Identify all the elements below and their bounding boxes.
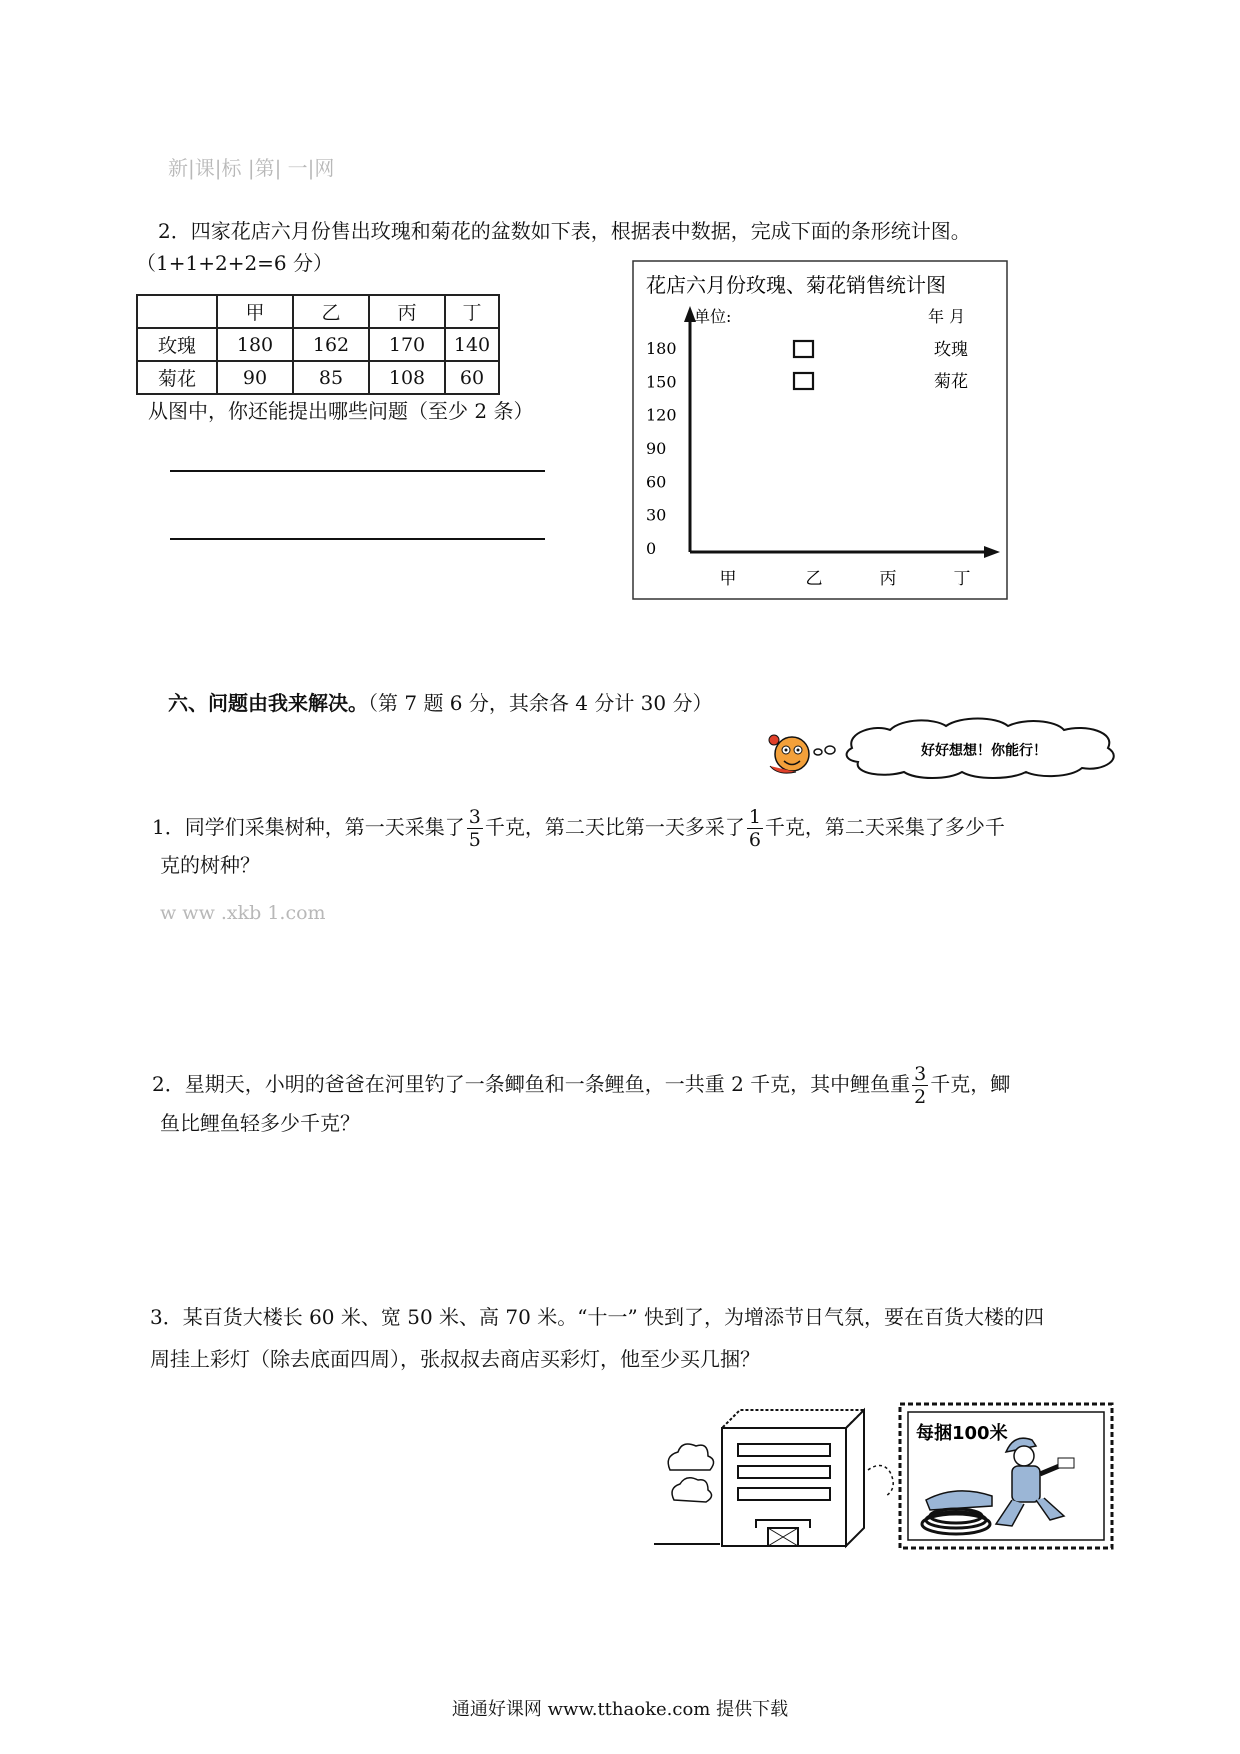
table-cell: 170 bbox=[369, 328, 445, 361]
table-cell: 60 bbox=[445, 361, 499, 394]
problem2-line1 bbox=[152, 1054, 1010, 1114]
sales-table bbox=[136, 294, 500, 395]
y-tick-label: 150 bbox=[646, 372, 677, 392]
section6-title: 六、问题由我来解决。 bbox=[168, 691, 368, 715]
x-category-labels bbox=[720, 569, 971, 589]
problem1-text-c: 千克，第二天采集了多少千 bbox=[764, 815, 1005, 839]
building-illustration bbox=[650, 1400, 900, 1550]
unit-label: 单位: bbox=[694, 307, 732, 326]
table-header-row bbox=[137, 295, 499, 328]
light-string-icon bbox=[868, 1465, 893, 1496]
watermark-top: 新|课|标 |第| 一|网 bbox=[168, 156, 335, 180]
y-tick-label: 0 bbox=[646, 539, 657, 558]
stamp-illustration bbox=[896, 1400, 1116, 1552]
monkey-icon bbox=[769, 735, 809, 773]
problem2-line2: 鱼比鲤鱼轻多少千克？ bbox=[160, 1111, 360, 1135]
x-category-label: 乙 bbox=[805, 569, 823, 589]
chart-title: 花店六月份玫瑰、菊花销售统计图 bbox=[646, 273, 946, 297]
x-category-label: 丁 bbox=[953, 569, 971, 589]
fraction-denominator: 6 bbox=[748, 829, 761, 851]
table-cell: 玫瑰 bbox=[137, 328, 217, 361]
table-row bbox=[137, 361, 499, 394]
problem1-text-a: 1．同学们采集树种，第一天采集了 bbox=[152, 815, 465, 839]
q2-line2: （1+1+2+2=6 分） bbox=[136, 251, 334, 275]
fraction-denominator: 2 bbox=[914, 1086, 927, 1108]
watermark-mid: w ww .xkb 1.com bbox=[160, 902, 326, 924]
section6-note: （第 7 题 6 分，其余各 4 分计 30 分） bbox=[368, 691, 713, 715]
table-cell: 108 bbox=[369, 361, 445, 394]
problem1-text-b: 千克，第二天比第一天多采了 bbox=[484, 815, 745, 839]
speech-bubbles bbox=[814, 746, 835, 755]
problem3-line1: 3．某百货大楼长 60 米、宽 50 米、高 70 米。“十一” 快到了，为增添节日气氛，要在百货大楼的四 bbox=[150, 1305, 1045, 1329]
legend-label-chrysanthemum: 菊花 bbox=[934, 372, 968, 392]
fraction-numerator: 3 bbox=[914, 1063, 927, 1085]
answer-line-2[interactable] bbox=[170, 538, 545, 540]
answer-line-1[interactable] bbox=[170, 470, 545, 472]
y-tick-label: 60 bbox=[646, 472, 667, 492]
footer: 通通好课网 www.tthaoke.com 提供下载 bbox=[451, 1699, 789, 1720]
table-cell: 85 bbox=[293, 361, 369, 394]
fraction-3-5 bbox=[467, 806, 483, 851]
table-cell: 丙 bbox=[369, 295, 445, 328]
fraction-denominator: 5 bbox=[468, 829, 481, 851]
x-axis-arrow bbox=[984, 546, 1000, 558]
tree-icon bbox=[668, 1444, 713, 1470]
legend-swatch-chrysanthemum bbox=[794, 373, 813, 389]
table-cell: 乙 bbox=[293, 295, 369, 328]
x-category-label: 甲 bbox=[719, 569, 737, 589]
q2-line1: 2．四家花店六月份售出玫瑰和菊花的盆数如下表，根据表中数据，完成下面的条形统计图。 bbox=[158, 219, 971, 243]
y-tick-label: 90 bbox=[646, 439, 667, 458]
table-cell: 180 bbox=[217, 328, 293, 361]
fraction-numerator: 3 bbox=[468, 806, 481, 828]
problem1-line1 bbox=[152, 797, 1005, 857]
y-tick-label: 30 bbox=[646, 505, 667, 525]
problem2-text-b: 千克，鲫 bbox=[930, 1072, 1011, 1096]
encouragement-cartoon bbox=[756, 716, 1132, 782]
problem3-line2: 周挂上彩灯（除去底面四周），张叔叔去商店买彩灯，他至少买几捆？ bbox=[150, 1347, 760, 1371]
legend-swatch-rose bbox=[794, 341, 813, 357]
table-cell: 162 bbox=[293, 328, 369, 361]
fraction-numerator: 1 bbox=[748, 806, 761, 828]
table-cell: 菊花 bbox=[137, 361, 217, 394]
building-icon bbox=[722, 1410, 864, 1546]
tree-icon bbox=[672, 1478, 712, 1502]
fraction-3-2 bbox=[912, 1063, 928, 1108]
section6-heading bbox=[168, 690, 712, 716]
y-tick-labels bbox=[646, 339, 677, 558]
problem2-text-a: 2．星期天，小明的爸爸在河里钓了一条鲫鱼和一条鲤鱼，一共重 2 千克，其中鲤鱼重 bbox=[152, 1072, 911, 1096]
q2-question: 从图中，你还能提出哪些问题（至少 2 条） bbox=[148, 399, 534, 423]
problem1-line2: 克的树种？ bbox=[160, 853, 260, 877]
x-category-label: 丙 bbox=[879, 569, 897, 589]
stamp-text: 每捆100米 bbox=[916, 1423, 1008, 1444]
y-tick-label: 120 bbox=[646, 405, 677, 425]
fraction-1-6 bbox=[747, 806, 763, 851]
legend-label-rose: 玫瑰 bbox=[934, 340, 968, 360]
table-row bbox=[137, 328, 499, 361]
table-cell: 丁 bbox=[445, 295, 499, 328]
date-label: 年 月 bbox=[928, 307, 966, 326]
table-cell: 140 bbox=[445, 328, 499, 361]
table-cell: 90 bbox=[217, 361, 293, 394]
y-tick-label: 180 bbox=[646, 339, 677, 358]
table-cell: 甲 bbox=[217, 295, 293, 328]
bar-chart bbox=[632, 260, 1008, 600]
table-cell bbox=[137, 295, 217, 328]
cloud-text: 好好想想！你能行！ bbox=[921, 743, 1047, 759]
